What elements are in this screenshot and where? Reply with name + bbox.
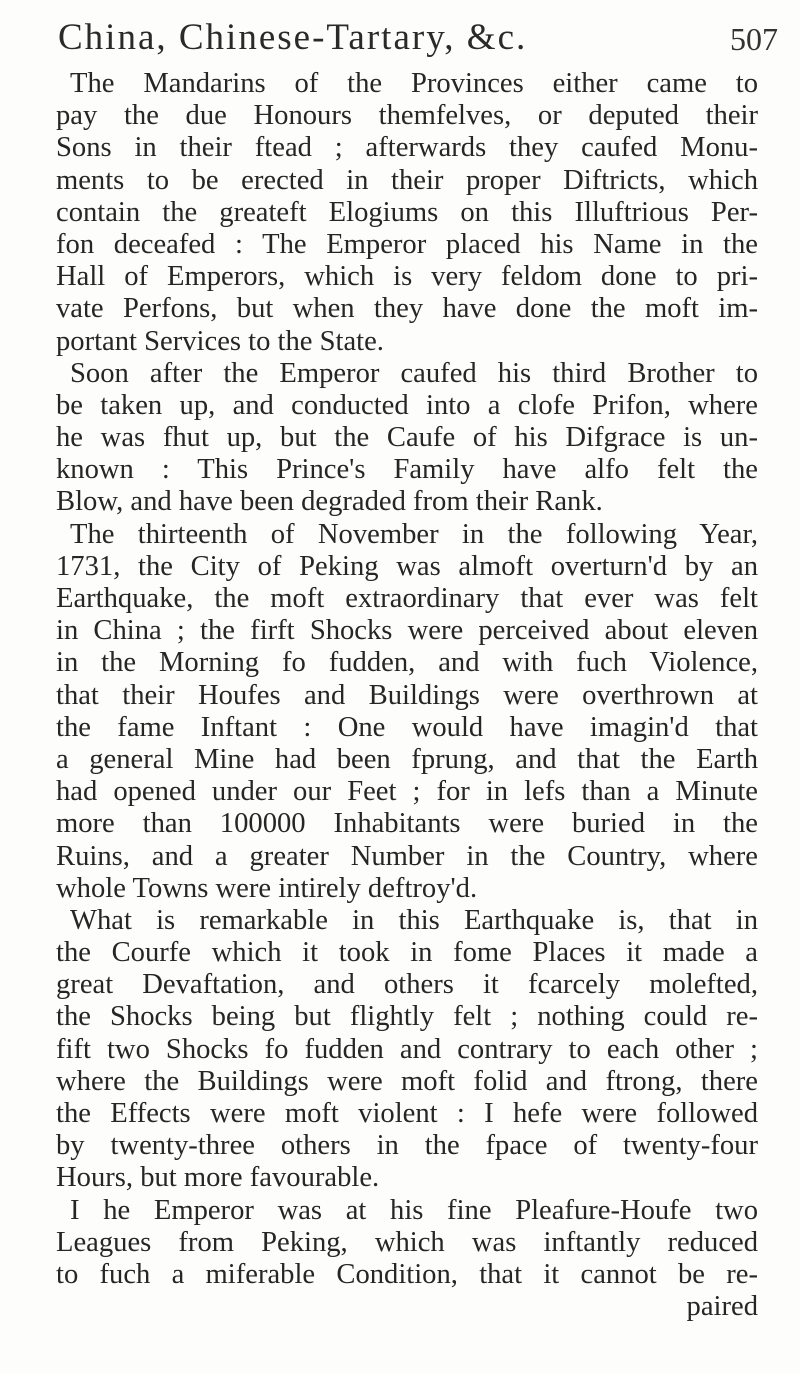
text-line: a general Mine had been fprung, and that the Earth — [56, 743, 758, 775]
text-line: Hours, but more favourable. — [56, 1162, 380, 1194]
text-line: had opened under our Feet ; for in lefs than a Minute — [56, 776, 758, 808]
text-line: be taken up, and conducted into a clofe Prifon, where — [56, 389, 758, 421]
text-line: the Shocks being but flightly felt ; nothing could re- — [56, 1001, 758, 1033]
text-line: in the Morning fo fudden, and with fuch Violence, — [56, 647, 758, 679]
text-line: portant Services to the State. — [56, 325, 384, 357]
text-line: Sons in their ftead ; afterwards they caufed Monu- — [56, 132, 758, 164]
text-line: fon deceafed : The Emperor placed his Name in the — [56, 228, 758, 260]
text-line: the fame Inftant : One would have imagin'd that — [56, 711, 758, 743]
text-line: pay the due Honours themfelves, or deputed their — [56, 100, 758, 132]
text-line: that their Houfes and Buildings were overthrown at — [56, 679, 758, 711]
running-title: China, Chinese-Tartary, &c. — [58, 17, 528, 58]
text-line: in China ; the firft Shocks were perceived about eleven — [56, 615, 758, 647]
text-line: Soon after the Emperor caufed his third Brother to — [70, 357, 758, 389]
text-line: Leagues from Peking, which was inftantly reduced — [56, 1226, 758, 1258]
text-line: The Mandarins of the Provinces either came to — [70, 68, 758, 99]
text-line: more than 100000 Inhabitants were buried in the — [56, 808, 758, 840]
text-line: to fuch a miferable Condition, that it cannot be re- — [56, 1258, 758, 1290]
text-line: the Courfe which it took in fome Places it made a — [56, 937, 758, 969]
text-line: Hall of Emperors, which is very feldom done to pri- — [56, 261, 758, 293]
text-line: by twenty-three others in the fpace of twenty-four — [56, 1130, 758, 1162]
text-line: where the Buildings were moft folid and ftrong, there — [56, 1065, 758, 1097]
text-line: known : This Prince's Family have alfo felt the — [56, 454, 758, 486]
text-line: paired — [686, 1291, 758, 1323]
page-number: 507 — [730, 21, 778, 57]
text-line: 1731, the City of Peking was almoft overturn'd by an — [56, 550, 758, 582]
text-line: great Devaftation, and others it fcarcely molefted, — [56, 969, 758, 1001]
text-line: Ruins, and a greater Number in the Country, where — [56, 840, 758, 872]
text-line: What is remarkable in this Earthquake is, that in — [70, 904, 758, 936]
text-line: whole Towns were intirely deftroy'd. — [56, 872, 478, 904]
text-line: ments to be erected in their proper Diftricts, which — [56, 164, 758, 196]
text-line: I he Emperor was at his fine Pleafure-Houfe two — [70, 1194, 758, 1226]
text-line: he was fhut up, but the Caufe of his Difgrace is un- — [56, 422, 758, 454]
body-text — [56, 68, 758, 1323]
text-line: The thirteenth of November in the following Year, — [70, 518, 758, 550]
text-line: Earthquake, the moft extraordinary that ever was felt — [56, 583, 758, 614]
text-line: vate Perfons, but when they have done the moft im- — [56, 293, 758, 325]
text-line: the Effects were moft violent : I hefe were followed — [56, 1098, 758, 1129]
text-line: fift two Shocks fo fudden and contrary to each other ; — [56, 1033, 758, 1065]
text-line: contain the greateft Elogiums on this Illuftrious Per- — [56, 196, 758, 228]
text-line: Blow, and have been degraded from their Rank. — [56, 486, 603, 518]
